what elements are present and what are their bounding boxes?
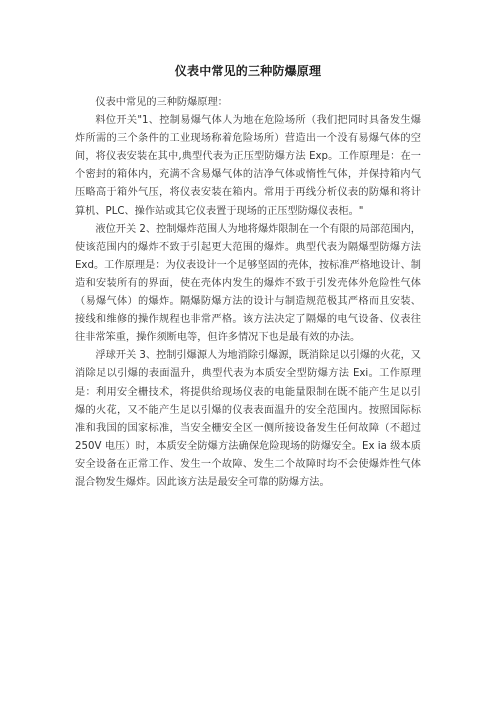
intro-paragraph: 仪表中常见的三种防爆原理： (95, 97, 228, 108)
paragraph-level-switch-method-1: 料位开关"1、控制易爆气体人为地在危险场所（我们把同时具备发生爆炸所需的三个条件的工业现场称着危险场所）营造出一个没有易爆气体的空间，将仪表安装在其中,典型代表为正压型防爆方法 Exp。工作原理是：在一个密封的箱体内，充满不含易爆气体的洁净气体或惰性气体，并保持箱内气压略高于箱外气压，将仪表安装在箱内。常用于再线分析仪表的防爆和将计算机、PLC、操作站或其它仪表置于现场的正压型防爆仪表柜。" (75, 115, 421, 217)
document-body (75, 94, 421, 492)
paragraph-float-switch-method-3: 浮球开关 3、控制引爆源人为地消除引爆源，既消除足以引爆的火花，又消除足以引爆的表面温升，典型代表为本质安全型防爆方法 Exi。工作原理是：利用安全栅技术，将提供给现场仪表的电能量限制在既不能产生足以引爆的火花，又不能产生足以引爆的仪表表面温升的安全范围内。按照国际标准和我国的国家标准，当安全栅安全区一侧所接设备发生任何故障（不超过 250V 电压）时，本质安全防爆方法确保危险现场的防爆安全。Ex ia 级本质安全设备在正常工作、发生一个故障、发生二个故障时均不会使爆炸性气体混合物发生爆炸。因此该方法是最安全可靠的防爆方法。 (75, 350, 421, 488)
page-title: 仪表中常见的三种防爆原理 (174, 64, 322, 78)
paragraph-liquid-level-switch-method-2: 液位开关 2、控制爆炸范围人为地将爆炸限制在一个有限的局部范围内，使该范围内的爆炸不致于引起更大范围的爆炸。典型代表为隔爆型防爆方法 Exd。工作原理是：为仪表设计一个足够坚固的壳体，按标准严格地设计、制造和安装所有的界面，使在壳体内发生的爆炸不致于引发壳体外危险性气体（易爆气体）的爆炸。隔爆防爆方法的设计与制造规范极其严格而且安装、接线和维修的操作规程也非常严格。该方法决定了隔爆的电气设备、仪表往往非常笨重，操作须断电等，但许多情况下也是最有效的办法。 (75, 223, 421, 344)
